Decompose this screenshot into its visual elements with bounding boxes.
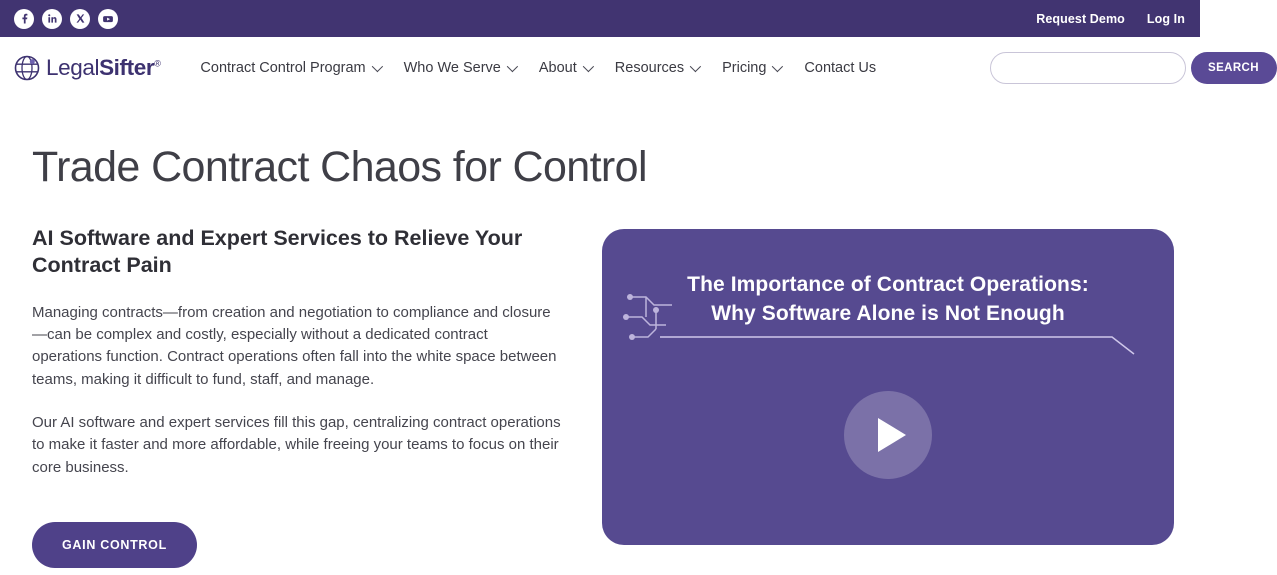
nav-item-who-we-serve[interactable] <box>392 60 527 76</box>
nav-item-resources[interactable] <box>603 60 710 76</box>
hero-subtitle: AI Software and Expert Services to Relieve Your Contract Pain <box>32 226 523 278</box>
search-input[interactable] <box>991 53 1191 83</box>
nav-item-label: About <box>538 59 577 76</box>
request-demo-link[interactable]: Request Demo <box>1036 11 1125 26</box>
gain-control-button[interactable]: GAIN CONTROL <box>32 522 197 568</box>
play-icon[interactable] <box>844 391 932 479</box>
nav-item-about[interactable] <box>527 60 603 76</box>
nav-item-label: Contact Us <box>804 59 877 76</box>
chevron-down-icon <box>690 60 701 71</box>
logo-trademark: ® <box>154 58 161 68</box>
youtube-icon[interactable] <box>98 9 118 29</box>
logo-text <box>46 55 160 81</box>
nav-items <box>188 60 888 76</box>
social-links <box>14 9 118 29</box>
hero-columns <box>32 225 1168 568</box>
utility-bar <box>0 0 1200 37</box>
chevron-down-icon <box>583 60 594 71</box>
video-title-line-1: The Importance of Contract Operations: <box>687 273 1089 297</box>
facebook-icon[interactable] <box>14 9 34 29</box>
play-triangle <box>878 418 906 452</box>
chevron-down-icon <box>772 60 783 71</box>
log-in-link[interactable]: Log In <box>1146 11 1185 26</box>
search-bar <box>990 52 1259 84</box>
logo-text-bold: Sifter <box>99 54 155 80</box>
title-underline-decoration <box>660 333 1140 355</box>
nav-item-label: Contract Control Program <box>200 59 366 76</box>
hero-paragraph-1: Managing contracts—from creation and negotiation to compliance and closure—can be complex and costly, especially without a dedicated contract operations function. Contract operations often fall into the white space between teams, making it difficult to fund, staff, and manage. <box>32 303 557 388</box>
video-title <box>602 271 1174 328</box>
nav-item-contract-control-program[interactable] <box>188 60 391 76</box>
video-card[interactable] <box>602 229 1174 545</box>
nav-item-pricing[interactable] <box>710 60 792 76</box>
logo[interactable] <box>14 55 160 81</box>
hero-paragraph-2: Our AI software and expert services fill this gap, centralizing contract operations to make it faster and more affordable, while freeing your teams to focus on their core business. <box>32 414 561 476</box>
logo-text-light: Legal <box>46 54 100 80</box>
nav-item-label: Pricing <box>722 59 767 76</box>
chevron-down-icon <box>371 60 382 71</box>
main-navigation <box>0 37 1259 98</box>
hero-text-column <box>32 225 572 568</box>
legalsifter-sphere-logo <box>14 55 40 81</box>
nav-item-label: Who We Serve <box>403 59 501 76</box>
utility-links <box>1036 12 1185 26</box>
search-button[interactable]: SEARCH <box>1191 52 1277 84</box>
page-title: Trade Contract Chaos for Control <box>32 143 647 191</box>
nav-item-contact-us[interactable] <box>792 60 888 76</box>
video-title-line-2: Why Software Alone is Not Enough <box>711 301 1065 325</box>
x-twitter-icon[interactable] <box>70 9 90 29</box>
nav-item-label: Resources <box>614 59 685 76</box>
linkedin-icon[interactable] <box>42 9 62 29</box>
hero-section <box>0 98 1200 568</box>
chevron-down-icon <box>507 60 518 71</box>
